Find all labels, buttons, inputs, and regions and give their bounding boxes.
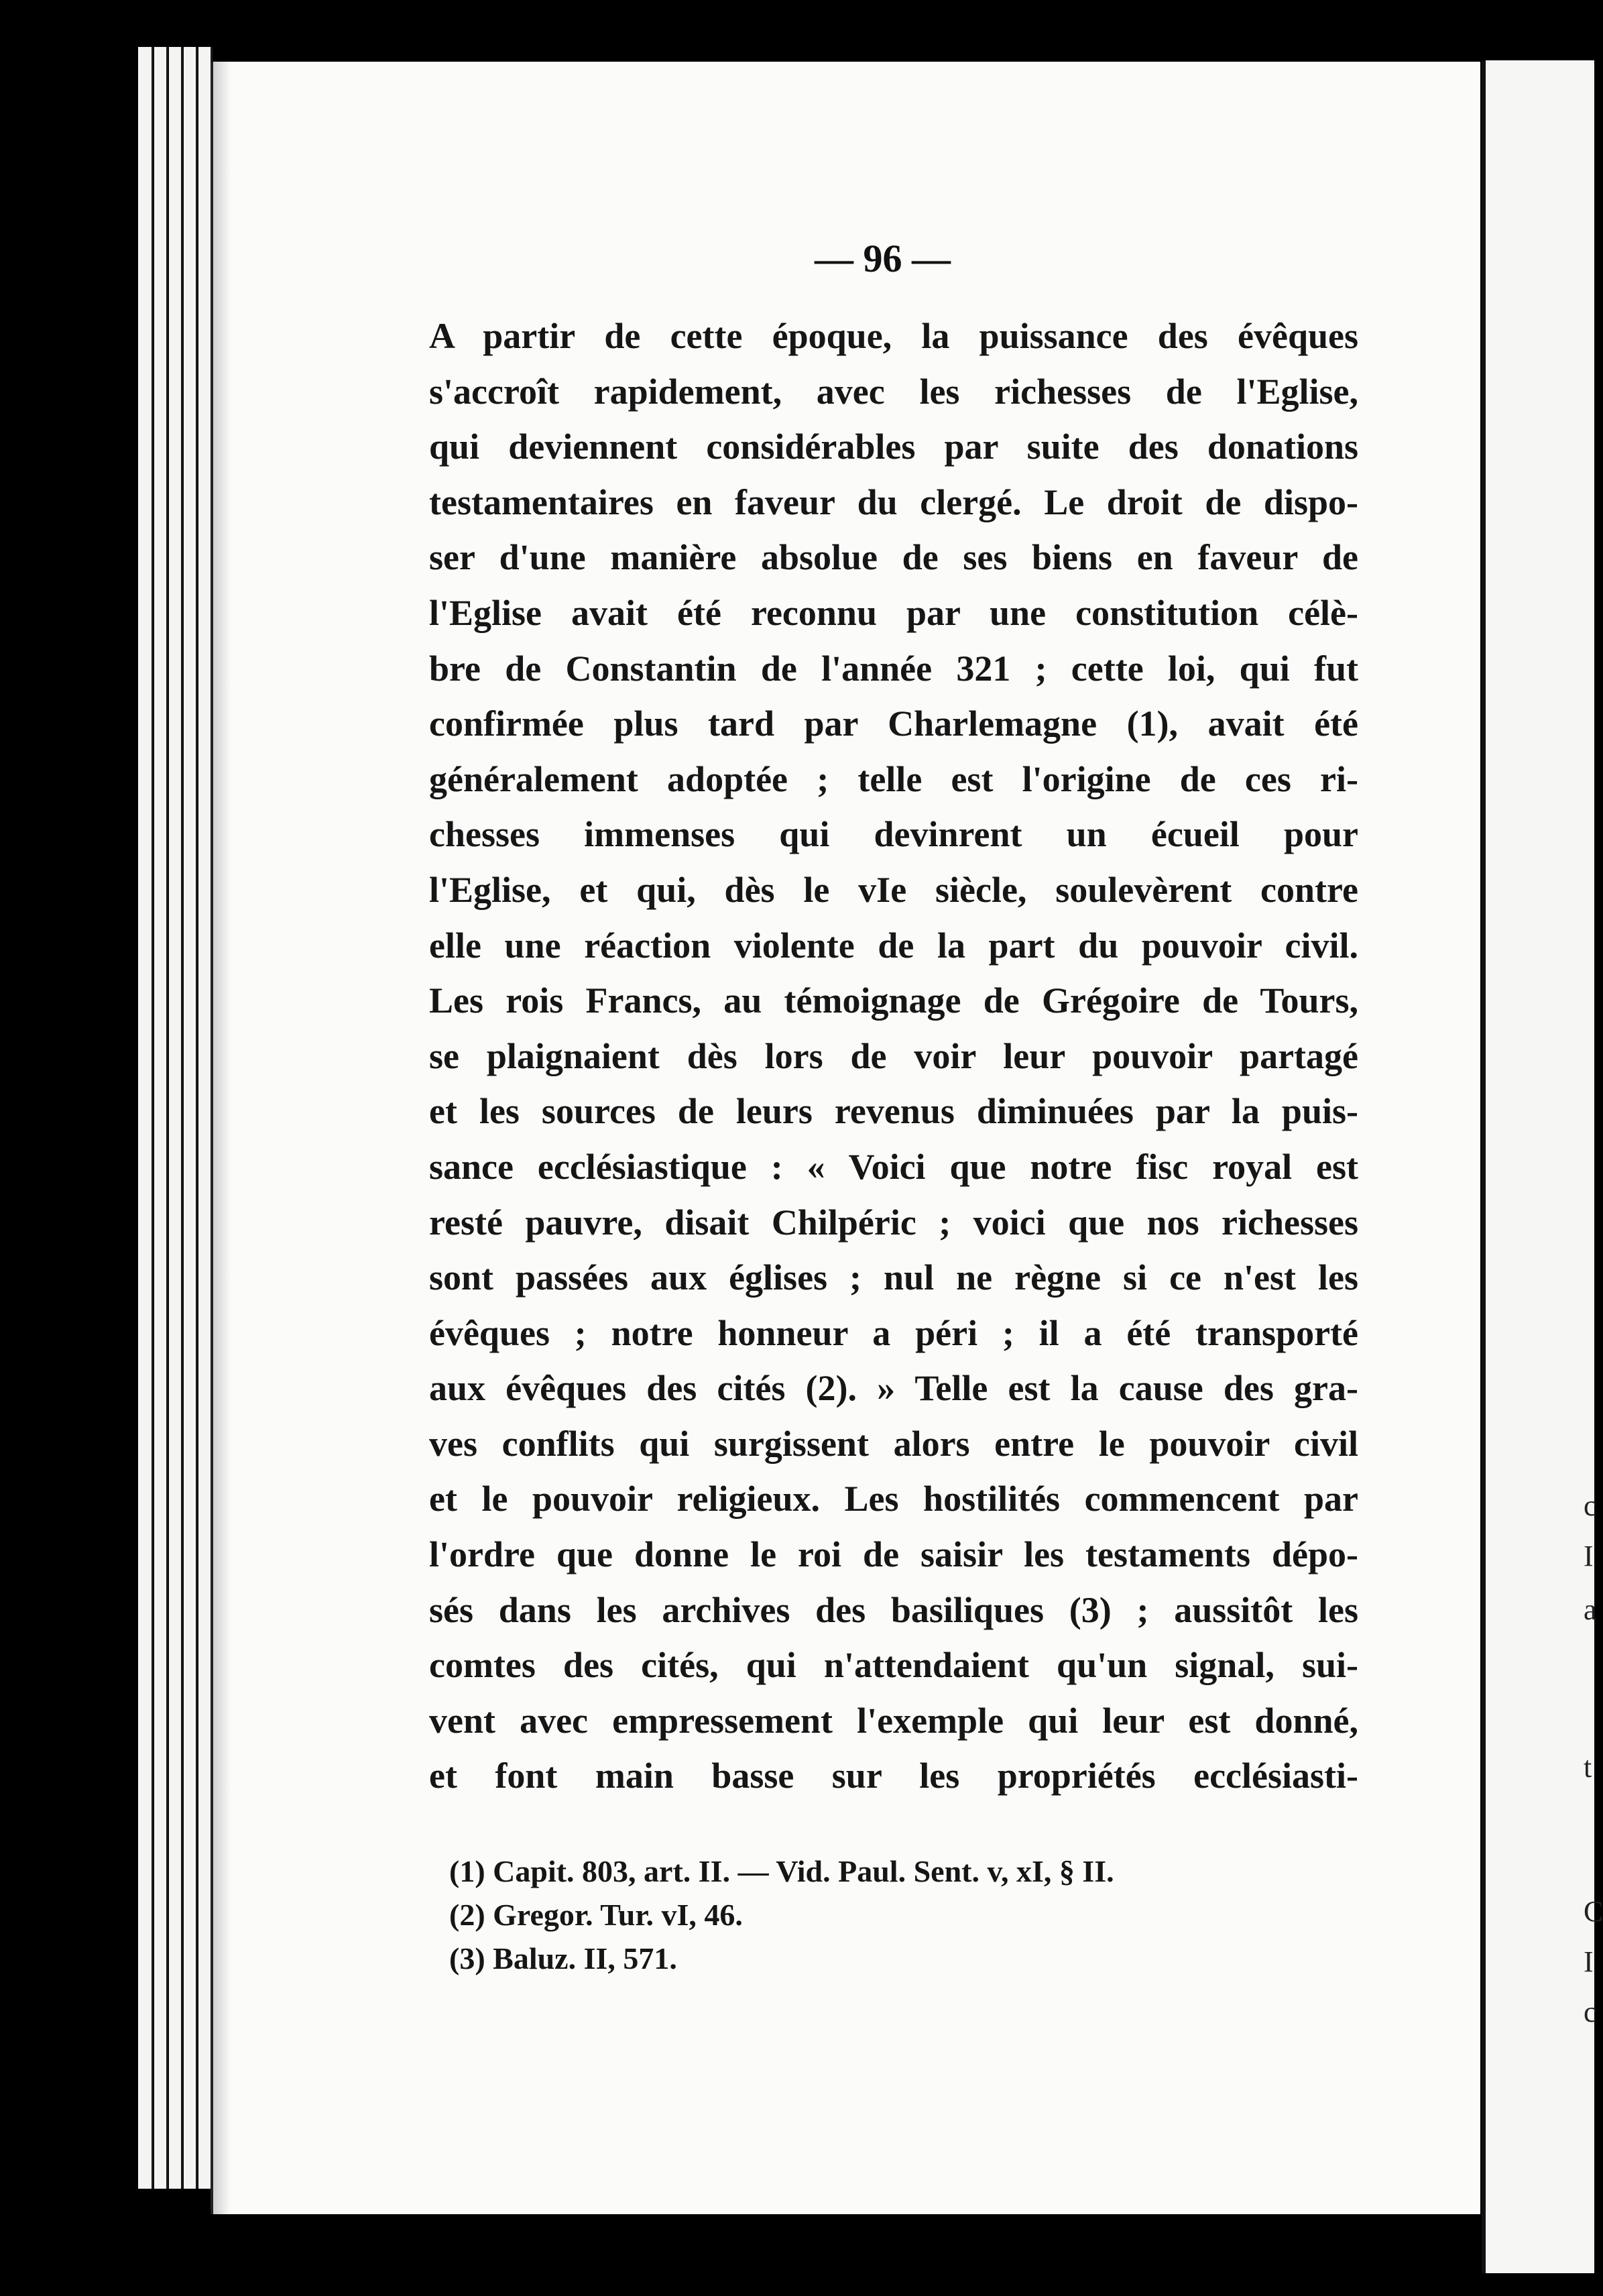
footnote: (1) Capit. 803, art. II. — Vid. Paul. Sent. v, xI, § II. (449, 1854, 1114, 1888)
text-line: évêques ; notre honneur a péri ; il a été transporté (429, 1312, 1358, 1353)
body-paragraph (429, 308, 1358, 1804)
text-line: comtes des cités, qui n'attendaient qu'un signal, sui- (429, 1645, 1358, 1686)
footnotes (449, 1849, 1321, 1980)
page-number: — 96 — (815, 237, 951, 280)
page-edge (154, 47, 168, 2189)
text-line: testamentaires en faveur du clergé. Le droit de dispo- (429, 481, 1358, 522)
text-line: aux évêques des cités (2). » Telle est la cause des gra- (429, 1368, 1358, 1409)
text-line: vent avec empressement l'exemple qui leur est donné, (429, 1700, 1358, 1741)
text-line: et le pouvoir religieux. Les hostilités commencent par (429, 1479, 1358, 1519)
page-edge (138, 47, 154, 2189)
text-line: A partir de cette époque, la puissance des évêques (429, 316, 1358, 356)
text-line: l'Eglise avait été reconnu par une constitution célè- (429, 592, 1358, 633)
page-edge (184, 47, 198, 2189)
text-line: ser d'une manière absolue de ses biens en faveur de (429, 537, 1358, 578)
footnote: (3) Baluz. II, 571. (449, 1941, 677, 1975)
text-line: resté pauvre, disait Chilpéric ; voici que nos richesses (429, 1202, 1358, 1243)
adjacent-page-letter: C (1584, 1895, 1603, 1928)
page-edge (198, 47, 213, 2189)
text-line: bre de Constantin de l'année 321 ; cette loi, qui fut (429, 648, 1358, 689)
text-line: sés dans les archives des basiliques (3) ; aussitôt les (429, 1589, 1358, 1630)
gutter-shadow (213, 62, 231, 2214)
text-line: et font main basse sur les propriétés ecclésiasti- (429, 1756, 1358, 1796)
adjacent-page-edge (1482, 60, 1603, 2273)
text-line: sont passées aux églises ; nul ne règne si ce n'est les (429, 1257, 1358, 1298)
text-line: s'accroît rapidement, avec les richesses de l'Eglise, (429, 371, 1358, 412)
text-line: et les sources de leurs revenus diminuées par la puis- (429, 1091, 1358, 1132)
text-line: l'ordre que donne le roi de saisir les testaments dépo- (429, 1534, 1358, 1575)
text-line: généralement adoptée ; telle est l'origine de ces ri- (429, 758, 1358, 799)
text-line: qui deviennent considérables par suite des donations (429, 426, 1358, 467)
text-line: l'Eglise, et qui, dès le vIe siècle, soulevèrent contre (429, 869, 1358, 910)
adjacent-page-letter: c (1584, 1996, 1597, 2028)
text-line: elle une réaction violente de la part du pouvoir civil. (429, 925, 1358, 966)
text-line: sance ecclésiastique : « Voici que notre fisc royal est (429, 1146, 1358, 1187)
adjacent-page-letter: I (1584, 1945, 1594, 1978)
adjacent-page-letter: c (1584, 1489, 1597, 1522)
text-line: chesses immenses qui devinrent un écueil pour (429, 814, 1358, 855)
footnote: (2) Gregor. Tur. vI, 46. (449, 1898, 743, 1932)
text-line: confirmée plus tard par Charlemagne (1), avait été (429, 703, 1358, 744)
text-line: ves conflits qui surgissent alors entre le pouvoir civil (429, 1423, 1358, 1464)
text-line: Les rois Francs, au témoignage de Grégoire de Tours, (429, 980, 1358, 1021)
adjacent-page-letter: I (1584, 1540, 1594, 1572)
adjacent-page-letter: a (1584, 1593, 1597, 1626)
text-line: se plaignaient dès lors de voir leur pouvoir partagé (429, 1035, 1358, 1076)
page-edge (169, 47, 183, 2189)
adjacent-page-letter: t (1584, 1751, 1592, 1784)
